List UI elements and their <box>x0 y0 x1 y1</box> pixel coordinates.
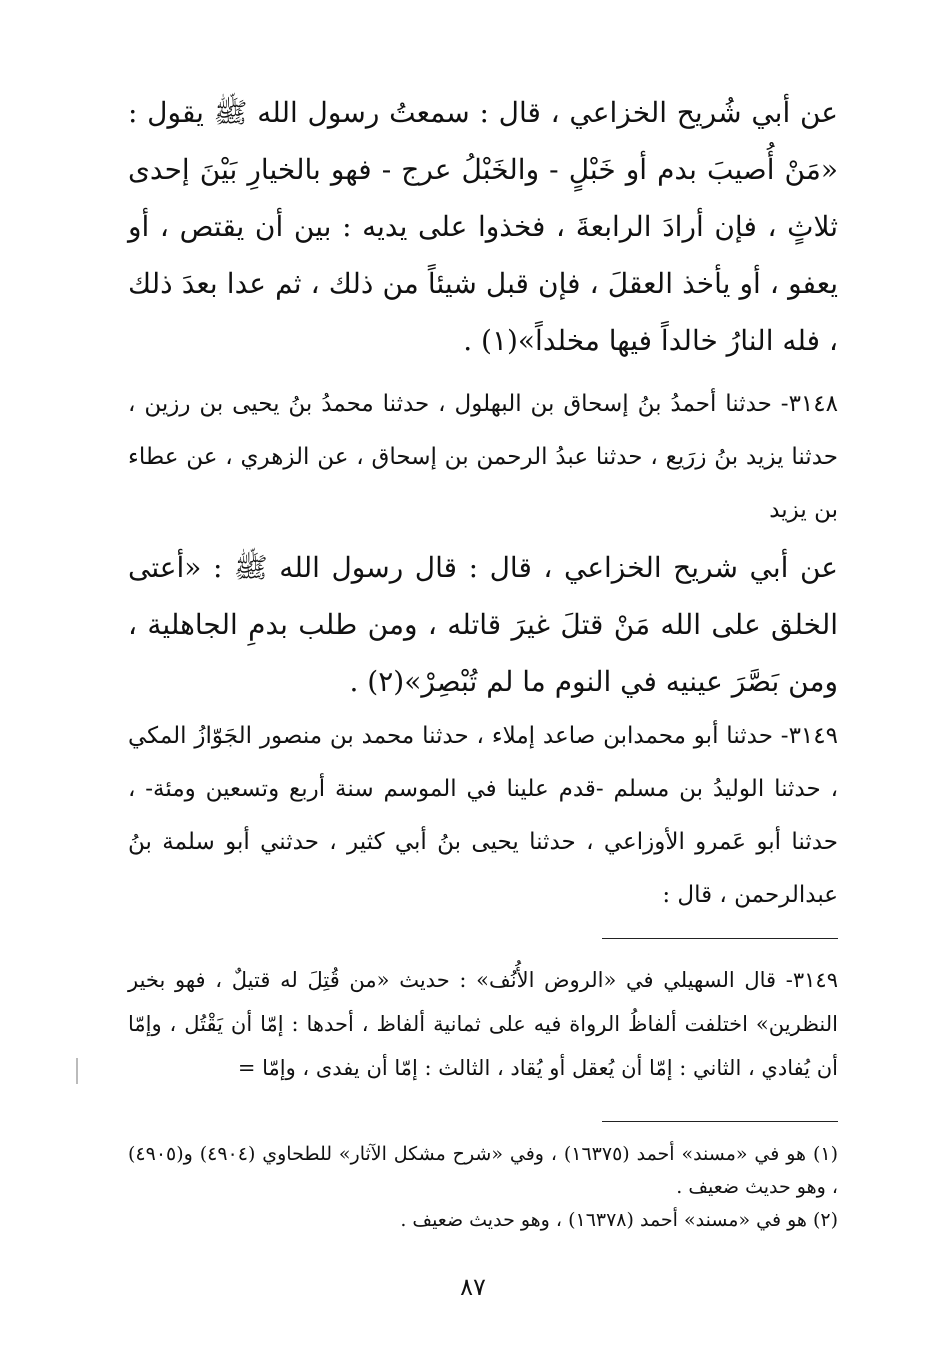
page-number: ٨٧ <box>460 1273 486 1301</box>
footnote-separator <box>602 1121 838 1122</box>
footnote-1: (١) هو في «مسند» أحمد (١٦٣٧٥) ، وفي «شرح مشكل الآثار» للطحاوي (٤٩٠٤) و(٤٩٠٥) ، وهو حديث ضعيف . <box>128 1143 838 1198</box>
commentary-separator <box>602 938 838 939</box>
footnote-2: (٢) هو في «مسند» أحمد (١٦٣٧٨) ، وهو حديث ضعيف . <box>400 1209 838 1231</box>
footnotes <box>128 1138 838 1237</box>
commentary-3149: ٣١٤٩- قال السهيلي في «الروض الأُنُف» : حديث «من قُتِلَ له قتيلٌ ، فهو بخير النظرين» اختلفت ألفاظُ الرواة فيه على ثمانية ألفاظ ، أحدها : إمّا أن يَقْتُل ، وإمّا أن يُفادي ، الثاني : إمّا أن يُعقل أو يُقاد ، الثالث : إمّا أن يفدى ، وإمّا = <box>128 968 838 1080</box>
hadith-3148-isnad: ٣١٤٨- حدثنا أحمدُ بنُ إسحاق بن البهلول ، حدثنا محمدُ بنُ يحيى بن رزين ، حدثنا يزيد بنُ زرَيع ، حدثنا عبدُ الرحمن بن إسحاق ، عن الزهري ، عن عطاء بن يزيد <box>128 391 838 523</box>
margin-mark <box>76 1058 78 1084</box>
hadith-3147-continuation: عن أبي شُريح الخزاعي ، قال : سمعتُ رسول الله ﷺ يقول : «مَنْ أُصيبَ بدم أو خَبْلٍ - والخَبْلُ عرج - فهو بالخيارِ بَيْنَ إحدى ثلاثٍ ، فإن أرادَ الرابعةَ ، فخذوا على يديه : بين أن يقتص ، أو يعفو ، أو يأخذ العقلَ ، فإن قبل شيئاً من ذلك ، ثم عدا بعدَ ذلك ، فله النارُ خالداً فيها مخلداً»(١) . <box>128 96 838 357</box>
hadith-3148-matn: عن أبي شريح الخزاعي ، قال : قال رسول الله ﷺ : «أعتى الخلق على الله مَنْ قتلَ غيرَ قاتله ، ومن طلب بدمِ الجاهلية ، ومن بَصَّرَ عينيه في النوم ما لم تُبْصِرْ»(٢) . <box>128 551 838 698</box>
hadith-3149-isnad: ٣١٤٩- حدثنا أبو محمدابن صاعد إملاء ، حدثنا محمد بن منصور الجَوّازُ المكي ، حدثنا الوليدُ بن مسلم -قدم علينا في الموسم سنة أربع وتسعين ومئة- ، حدثنا أبو عَمرو الأوزاعي ، حدثنا يحيى بنُ أبي كثير ، حدثني أبو سلمة بنُ عبدالرحمن ، قال : <box>128 723 838 908</box>
